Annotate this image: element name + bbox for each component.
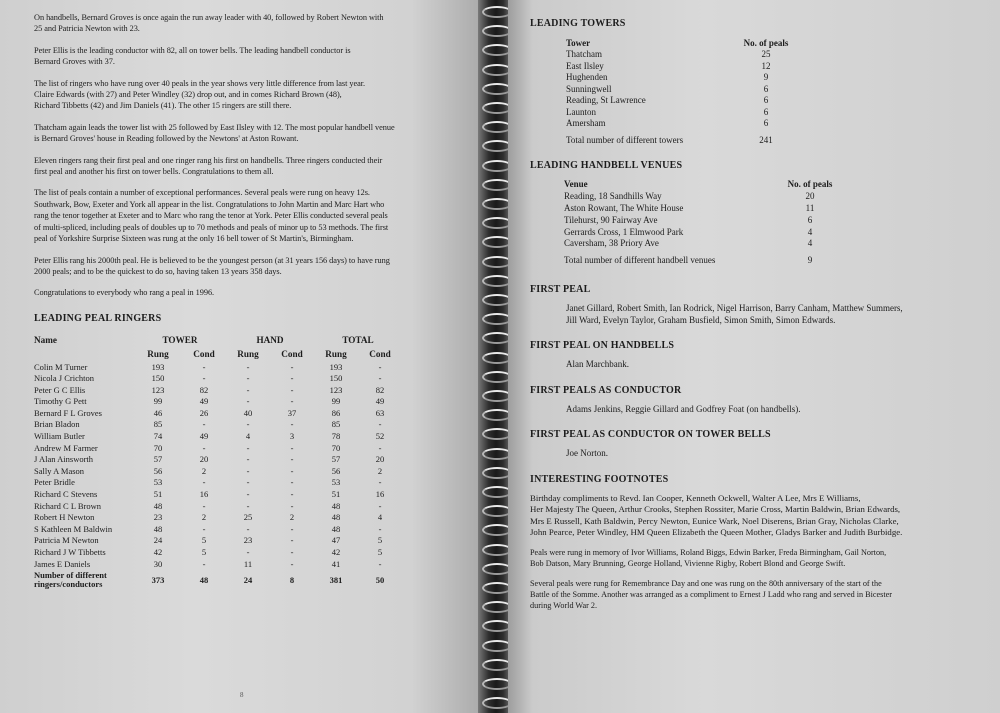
first-peal-body <box>566 303 980 326</box>
leading-towers-table <box>566 37 980 146</box>
tower-col-header: Tower <box>566 37 591 48</box>
ringer-value: 78 <box>331 431 341 442</box>
tower-row <box>566 60 980 72</box>
ringer-name: James E Daniels <box>34 558 91 569</box>
ringer-name: Nicola J Crichton <box>34 373 94 384</box>
ringer-value: - <box>378 523 382 534</box>
ringer-value: 42 <box>153 547 163 558</box>
total-value: 8 <box>289 574 295 585</box>
footnote-line: Birthday compliments to Revd. Ian Cooper, Kenneth Ockwell, Walter A Lee, Mrs E Williams, <box>530 493 861 504</box>
ringer-value: 2 <box>289 512 295 523</box>
venue-name: Tilehurst, 90 Fairway Ave <box>564 214 658 225</box>
paragraph-line: Southwark, Bow, Exeter and York all appear in the list. Congratulations to John Martin and Marc Hart who <box>34 199 385 209</box>
body-paragraph <box>34 122 468 145</box>
ringer-rows <box>34 361 468 570</box>
ringer-value: 20 <box>375 454 385 465</box>
tower-row <box>566 83 980 95</box>
ringer-value: 150 <box>151 373 165 384</box>
ringer-value: - <box>202 500 206 511</box>
ringer-value: 99 <box>331 396 341 407</box>
tower-peals: 12 <box>761 60 771 71</box>
ringer-value: - <box>202 419 206 430</box>
handbell-venues-title: LEADING HANDBELL VENUES <box>530 159 683 171</box>
ringer-value: - <box>378 442 382 453</box>
venues-total-row <box>564 254 980 266</box>
ringer-value: 48 <box>153 523 163 534</box>
body-paragraph <box>34 78 468 112</box>
ringer-row <box>34 419 468 431</box>
ringer-value: 5 <box>377 535 383 546</box>
venue-name: Caversham, 38 Priory Ave <box>564 238 659 249</box>
tower-row <box>566 49 980 61</box>
tower-peals: 25 <box>761 49 771 60</box>
ringer-row <box>34 396 468 408</box>
ringer-value: 85 <box>331 419 341 430</box>
ringer-value: - <box>290 361 294 372</box>
body-paragraph <box>34 187 468 244</box>
ringer-name: Richard J W Tibbetts <box>34 547 106 558</box>
footnotes-birthday <box>530 493 980 538</box>
ringer-value: - <box>246 442 250 453</box>
first-peal-handbells-body <box>566 359 980 371</box>
ringer-value: 52 <box>375 431 385 442</box>
ringer-value: 48 <box>331 500 341 511</box>
tower-peals: 6 <box>763 118 769 129</box>
paragraph-line: Claire Edwards (with 27) and Peter Windley (32) drop out, and in comes Richard Brown (48), <box>34 90 342 100</box>
interesting-footnotes-title: INTERESTING FOOTNOTES <box>530 474 669 486</box>
tower-row <box>566 118 980 130</box>
hand-header: HAND <box>256 334 284 345</box>
ringer-value: 63 <box>375 407 385 418</box>
ringer-value: 193 <box>329 361 343 372</box>
paragraph-line: of multi-spliced, including peals of doubles up to 70 methods and peals of minor up to 53 methods. The first <box>34 222 389 232</box>
total-value: 373 <box>151 574 165 585</box>
paragraph-line: Peter Ellis is the leading conductor with 82, all on tower bells. The leading handbell conductor is <box>34 45 351 55</box>
body-paragraph <box>34 287 468 298</box>
first-conductor-tower-line: Joe Norton. <box>566 448 608 459</box>
body-paragraph <box>34 12 468 35</box>
paragraph-line: Richard Tibbetts (42) and Jim Daniels (41). The other 15 ringers are still there. <box>34 101 292 111</box>
ringer-value: 24 <box>153 535 163 546</box>
first-handbells-line: Alan Marchbank. <box>566 359 629 370</box>
ringer-value: - <box>378 419 382 430</box>
body-paragraph <box>34 155 468 178</box>
ringer-value: 11 <box>243 558 253 569</box>
ringer-value: 37 <box>287 407 297 418</box>
venue-name: Reading, 18 Sandhills Way <box>564 191 662 202</box>
ringer-value: 30 <box>153 558 163 569</box>
ringer-value: 2 <box>201 465 207 476</box>
venue-col-header: Venue <box>564 179 588 190</box>
ringer-value: - <box>246 465 250 476</box>
ringer-name: Peter Bridle <box>34 477 75 488</box>
ringer-value: 123 <box>151 384 165 395</box>
ringer-value: 53 <box>331 477 341 488</box>
ringer-name: Colin M Turner <box>34 361 88 372</box>
ringer-value: 56 <box>153 465 163 476</box>
ringer-value: - <box>202 558 206 569</box>
ringers-subheader-row <box>34 348 468 361</box>
tower-peals: 6 <box>763 83 769 94</box>
body-paragraph <box>34 255 468 278</box>
paragraph-line: Eleven ringers rang their first peal and one ringer rang his first on handbells. Three ringers conducted their <box>34 155 383 165</box>
ringer-value: - <box>290 523 294 534</box>
venue-row <box>564 214 980 226</box>
ringer-value: - <box>290 547 294 558</box>
footnote-line: Bob Datson, Mary Brunning, George Holland, Vivienne Rigby, Robert Blond and George Swift. <box>530 559 846 569</box>
tower-name: Amersham <box>566 118 606 129</box>
ringer-value: - <box>378 558 382 569</box>
paragraph-line: On handbells, Bernard Groves is once again the run away leader with 40, followed by Robert Newton with <box>34 13 384 22</box>
ringer-value: - <box>202 361 206 372</box>
ringer-value: 85 <box>153 419 163 430</box>
tower-rows <box>566 49 980 130</box>
ringer-value: 40 <box>243 407 253 418</box>
ringer-row <box>34 488 468 500</box>
ringer-value: 74 <box>153 431 163 442</box>
ringer-value: 3 <box>289 431 295 442</box>
paragraph-line: Thatcham again leads the tower list with 25 followed by East Ilsley with 12. The most popular handbell venue <box>34 122 395 132</box>
ringer-value: 25 <box>243 512 253 523</box>
ringer-name: Timothy G Pett <box>34 396 87 407</box>
total-value: 381 <box>329 574 343 585</box>
ringer-value: - <box>246 500 250 511</box>
ringer-name: J Alan Ainsworth <box>34 454 94 465</box>
ringer-value: 16 <box>375 489 385 500</box>
body-paragraph <box>34 45 468 68</box>
footnote-line: Peals were rung in memory of Ivor Williams, Roland Biggs, Edwin Barker, Freda Birmingham, Gail Norton, <box>530 548 887 558</box>
ringer-value: 53 <box>153 477 163 488</box>
ringer-value: 99 <box>153 396 163 407</box>
tower-row <box>566 72 980 84</box>
ringer-name: Bernard F L Groves <box>34 407 102 418</box>
paragraph-line: Peter Ellis rang his 2000th peal. He is believed to be the youngest person (at 31 years 156 days) to have rung <box>34 255 390 265</box>
paragraph-line: 25 and Patricia Newton with 23. <box>34 24 140 34</box>
ringer-value: 46 <box>153 407 163 418</box>
tower-row <box>566 95 980 107</box>
total-label-line1: Number of different <box>34 570 107 581</box>
first-peal-line: Jill Ward, Evelyn Taylor, Graham Busfield, Simon Smith, Simon Edwards. <box>566 314 836 325</box>
tower-name: Sunningwell <box>566 83 612 94</box>
first-peals-conductor-body <box>566 404 980 416</box>
total-rung-header: Rung <box>325 349 347 360</box>
ringer-value: 4 <box>245 431 251 442</box>
ringer-value: - <box>290 442 294 453</box>
first-conductor-tower-title: FIRST PEAL AS CONDUCTOR ON TOWER BELLS <box>530 429 771 441</box>
tower-peals: 6 <box>763 106 769 117</box>
ringer-value: - <box>378 477 382 488</box>
footnote-line: Mrs E Russell, Kath Baldwin, Percy Newton, Eunice Wark, Noel Diserens, Brian Gray, Nicholas Clarke, <box>530 515 899 526</box>
ringer-value: - <box>290 477 294 488</box>
page-number: 8 <box>240 691 244 699</box>
ringer-value: 5 <box>201 547 207 558</box>
ringer-row <box>34 546 468 558</box>
ringer-value: - <box>290 373 294 384</box>
ringer-value: 82 <box>375 384 385 395</box>
venue-row <box>564 190 980 202</box>
ringer-value: - <box>246 477 250 488</box>
ringer-value: 150 <box>329 373 343 384</box>
tower-header: TOWER <box>162 334 198 345</box>
ringer-value: 193 <box>151 361 165 372</box>
ringer-value: 123 <box>329 384 343 395</box>
paragraph-line: rang the tenor together at Exeter and to Marc who rang the tenor at York. Peter Ellis conducted several peals <box>34 211 388 221</box>
ringer-value: - <box>290 384 294 395</box>
ringer-value: - <box>290 489 294 500</box>
venue-peals: 20 <box>805 191 815 202</box>
ringer-value: 57 <box>331 454 341 465</box>
footnotes-memory <box>530 547 980 569</box>
total-cond-header: Cond <box>369 349 391 360</box>
ringer-value: - <box>290 396 294 407</box>
ringer-name: Brian Bladon <box>34 419 80 430</box>
ringer-value: - <box>246 419 250 430</box>
ringer-value: 2 <box>377 465 383 476</box>
hand-cond-header: Cond <box>281 349 303 360</box>
total-value: 48 <box>199 574 209 585</box>
total-label-line2: ringers/conductors <box>34 579 103 590</box>
ringer-value: 23 <box>153 512 163 523</box>
paragraph-line: The list of peals contain a number of exceptional performances. Several peals were rung on heavy 12s. <box>34 188 370 198</box>
towers-total-value: 241 <box>759 134 773 145</box>
ringer-name: S Kathleen M Baldwin <box>34 523 113 534</box>
ringer-row <box>34 465 468 477</box>
ringer-value: 16 <box>199 489 209 500</box>
venue-row <box>564 237 980 249</box>
ringer-value: 86 <box>331 407 341 418</box>
ringer-value: - <box>290 558 294 569</box>
leading-peal-ringers-title: LEADING PEAL RINGERS <box>34 312 162 324</box>
ringer-value: - <box>246 373 250 384</box>
ringer-row <box>34 535 468 547</box>
ringer-row <box>34 500 468 512</box>
ringer-row <box>34 523 468 535</box>
venue-peals: 4 <box>807 238 813 249</box>
peal-ringers-table <box>34 332 468 592</box>
ringer-value: 23 <box>243 535 253 546</box>
ringer-value: 49 <box>199 431 209 442</box>
tower-peals: 9 <box>763 72 769 83</box>
towers-total-label: Total number of different towers <box>566 134 684 145</box>
ringer-value: 48 <box>153 500 163 511</box>
ringer-name: Richard C L Brown <box>34 500 101 511</box>
ringer-name: Sally A Mason <box>34 465 85 476</box>
ringer-value: - <box>246 523 250 534</box>
venue-name: Aston Rowant, The White House <box>564 202 684 213</box>
ringer-row <box>34 372 468 384</box>
venues-total-label: Total number of different handbell venues <box>564 255 716 266</box>
ringers-total-label <box>34 571 134 589</box>
paragraph-line: Bernard Groves with 37. <box>34 57 115 67</box>
first-conductor-line: Adams Jenkins, Reggie Gillard and Godfrey Foat (on handbells). <box>566 403 801 414</box>
ringer-row <box>34 384 468 396</box>
ringer-name: Robert H Newton <box>34 512 95 523</box>
tower-name: East Ilsley <box>566 60 604 71</box>
ringer-value: 49 <box>199 396 209 407</box>
ringer-value: - <box>202 477 206 488</box>
paragraph-line: peal of Yorkshire Surprise Sixteen was rung at the only 16 bell tower of St Martin's, Birmingham. <box>34 234 354 244</box>
ringer-value: - <box>246 384 250 395</box>
footnote-line: Several peals were rung for Remembrance Day and one was rung on the 80th anniversary of the start of the <box>530 579 882 589</box>
ringers-header-row <box>34 332 468 348</box>
ringer-name: William Butler <box>34 431 85 442</box>
ringer-value: - <box>290 500 294 511</box>
ringer-row <box>34 558 468 570</box>
paragraph-line: first peal and another his first on tower bells. Congratulations to them all. <box>34 167 274 177</box>
ringer-value: - <box>246 454 250 465</box>
venue-peals-col-header: No. of peals <box>787 179 833 190</box>
ringer-row <box>34 407 468 419</box>
ringer-value: 26 <box>199 407 209 418</box>
ringer-value: - <box>202 373 206 384</box>
ringer-value: 2 <box>201 512 207 523</box>
tower-name: Thatcham <box>566 49 602 60</box>
ringer-value: - <box>202 442 206 453</box>
venues-header-row <box>564 179 980 191</box>
ringer-value: 56 <box>331 465 341 476</box>
ringer-name: Richard C Stevens <box>34 489 98 500</box>
ringer-value: 82 <box>199 384 209 395</box>
first-peal-line: Janet Gillard, Robert Smith, Ian Rodrick, Nigel Harrison, Barry Canham, Matthew Summers, <box>566 303 903 314</box>
ringer-value: - <box>246 361 250 372</box>
ringers-total-row <box>34 569 468 591</box>
hand-rung-header: Rung <box>237 349 259 360</box>
ringer-name: Patricia M Newton <box>34 535 99 546</box>
paragraph-line: 2000 peals; and to be the quickest to do so, having taken 13 years 358 days. <box>34 266 282 276</box>
venue-peals: 11 <box>805 202 815 213</box>
ringer-row <box>34 430 468 442</box>
venue-row <box>564 226 980 238</box>
ringer-row <box>34 442 468 454</box>
ringer-value: 20 <box>199 454 209 465</box>
ringer-row <box>34 453 468 465</box>
venue-peals: 6 <box>807 214 813 225</box>
handbell-venues-table <box>564 179 980 267</box>
venue-peals: 4 <box>807 226 813 237</box>
left-paragraphs <box>34 12 468 299</box>
paragraph-line: is Bernard Groves' house in Reading followed by the Newtons' at Aston Rowant. <box>34 134 299 144</box>
paragraph-line: Congratulations to everybody who rang a peal in 1996. <box>34 288 215 298</box>
ringer-name: Andrew M Farmer <box>34 442 98 453</box>
ringer-value: - <box>378 500 382 511</box>
footnote-line: Her Majesty The Queen, Arthur Crooks, Stephen Rossiter, Marie Cross, Martin Baldwin, Brian Edwards, <box>530 504 901 515</box>
ringer-value: 51 <box>331 489 341 500</box>
ringer-value: 47 <box>331 535 341 546</box>
ringer-value: - <box>290 535 294 546</box>
ringer-value: 4 <box>377 512 383 523</box>
first-peal-title: FIRST PEAL <box>530 284 591 296</box>
venue-name: Gerrards Cross, 1 Elmwood Park <box>564 226 684 237</box>
first-peals-conductor-title: FIRST PEALS AS CONDUCTOR <box>530 384 682 396</box>
leading-towers-title: LEADING TOWERS <box>530 18 626 29</box>
peals-col-header: No. of peals <box>743 37 789 48</box>
ringer-value: 5 <box>377 547 383 558</box>
ringer-row <box>34 511 468 523</box>
ringer-row <box>34 361 468 373</box>
ringer-value: 48 <box>331 523 341 534</box>
ringer-value: - <box>290 454 294 465</box>
ringer-value: 41 <box>331 558 341 569</box>
first-conductor-tower-body <box>566 448 980 460</box>
total-value: 24 <box>243 574 253 585</box>
tower-row <box>566 106 980 118</box>
ringer-value: 70 <box>331 442 341 453</box>
ringer-value: 49 <box>375 396 385 407</box>
footnote-line: during World War 2. <box>530 601 598 611</box>
tower-cond-header: Cond <box>193 349 215 360</box>
right-page <box>508 0 1000 713</box>
ringer-value: - <box>290 465 294 476</box>
ringer-value: - <box>378 373 382 384</box>
ringer-value: - <box>290 419 294 430</box>
venues-total-value: 9 <box>807 255 813 266</box>
ringer-value: 48 <box>331 512 341 523</box>
footnote-line: John Pearce, Peter Windley, HM Queen Elizabeth the Queen Mother, Gladys Barker and Judith Burbidge. <box>530 526 903 537</box>
footnote-line: Battle of the Somme. Another was arranged as a compliment to Ernest J Ladd who rang and served in Bicester <box>530 590 892 600</box>
venue-row <box>564 202 980 214</box>
ringer-row <box>34 477 468 489</box>
ringer-value: - <box>246 489 250 500</box>
tower-peals: 6 <box>763 95 769 106</box>
ringer-value: 51 <box>153 489 163 500</box>
total-header: TOTAL <box>342 334 374 345</box>
ringer-value: 42 <box>331 547 341 558</box>
tower-rung-header: Rung <box>147 349 169 360</box>
paragraph-line: The list of ringers who have rung over 40 peals in the year shows very little difference from last year. <box>34 78 366 88</box>
tower-name: Reading, St Lawrence <box>566 95 646 106</box>
towers-total-row <box>566 134 980 146</box>
tower-name: Hughenden <box>566 72 608 83</box>
ringer-value: 57 <box>153 454 163 465</box>
ringer-name: Peter G C Ellis <box>34 384 86 395</box>
towers-header-row <box>566 37 980 49</box>
footnotes-remembrance <box>530 578 980 611</box>
ringer-value: - <box>246 396 250 407</box>
ringer-value: - <box>378 361 382 372</box>
ringer-value: - <box>202 523 206 534</box>
total-value: 50 <box>375 574 385 585</box>
name-header: Name <box>34 334 57 345</box>
ringer-value: 70 <box>153 442 163 453</box>
left-page <box>0 0 484 713</box>
first-peal-handbells-title: FIRST PEAL ON HANDBELLS <box>530 340 675 352</box>
ringer-value: - <box>246 547 250 558</box>
venue-rows <box>564 190 980 249</box>
tower-name: Launton <box>566 106 596 117</box>
ringer-value: 5 <box>201 535 207 546</box>
